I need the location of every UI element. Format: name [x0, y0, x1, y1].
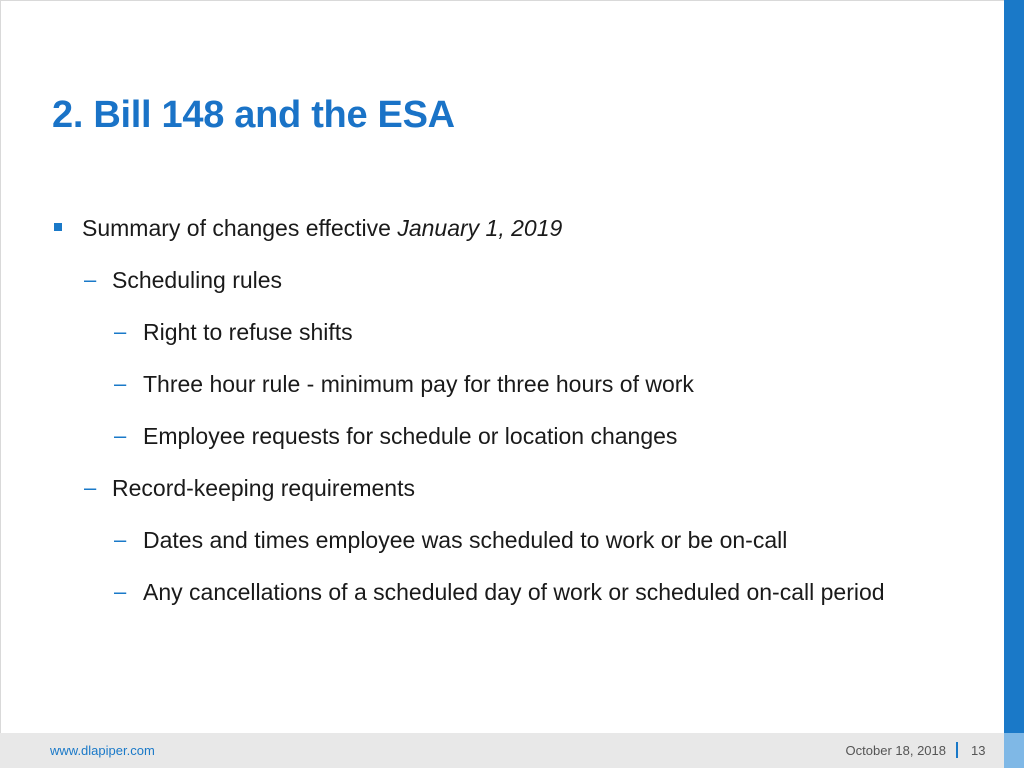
cancellations-text: Any cancellations of a scheduled day of work or scheduled on-call period [143, 579, 885, 605]
right-to-refuse-text: Right to refuse shifts [143, 319, 353, 345]
square-bullet-icon [54, 223, 62, 231]
brand-accent-bar [1004, 0, 1024, 733]
slide-title: 2. Bill 148 and the ESA [52, 94, 455, 136]
dash-bullet-icon: – [114, 527, 127, 552]
dash-bullet-icon: – [84, 267, 97, 292]
scheduling-rules-label: Scheduling rules [112, 267, 283, 293]
employee-requests-text: Employee requests for schedule or location changes [143, 423, 678, 449]
dash-bullet-icon: – [114, 423, 127, 448]
slide-footer [0, 733, 1004, 768]
footer-website-link[interactable]: www.dlapiper.com [50, 743, 155, 758]
footer-separator [956, 742, 958, 758]
summary-label: Summary of changes effective [82, 215, 398, 241]
dates-and-times-text: Dates and times employee was scheduled to work or be on-call [143, 527, 788, 553]
dash-bullet-icon: – [114, 319, 127, 344]
footer-date: October 18, 2018 [845, 743, 946, 758]
three-hour-rule-text: Three hour rule - minimum pay for three hours of work [143, 371, 694, 397]
dash-bullet-icon: – [114, 371, 127, 396]
page-number: 13 [971, 743, 986, 758]
dash-bullet-icon: – [114, 579, 127, 604]
bullet-summary-text [82, 213, 562, 243]
effective-date: January 1, 2019 [397, 215, 563, 241]
record-keeping-label: Record-keeping requirements [112, 475, 415, 501]
dash-bullet-icon: – [84, 475, 97, 500]
bullet-list [1, 1, 1001, 734]
brand-accent-bar-footer [1004, 733, 1024, 768]
